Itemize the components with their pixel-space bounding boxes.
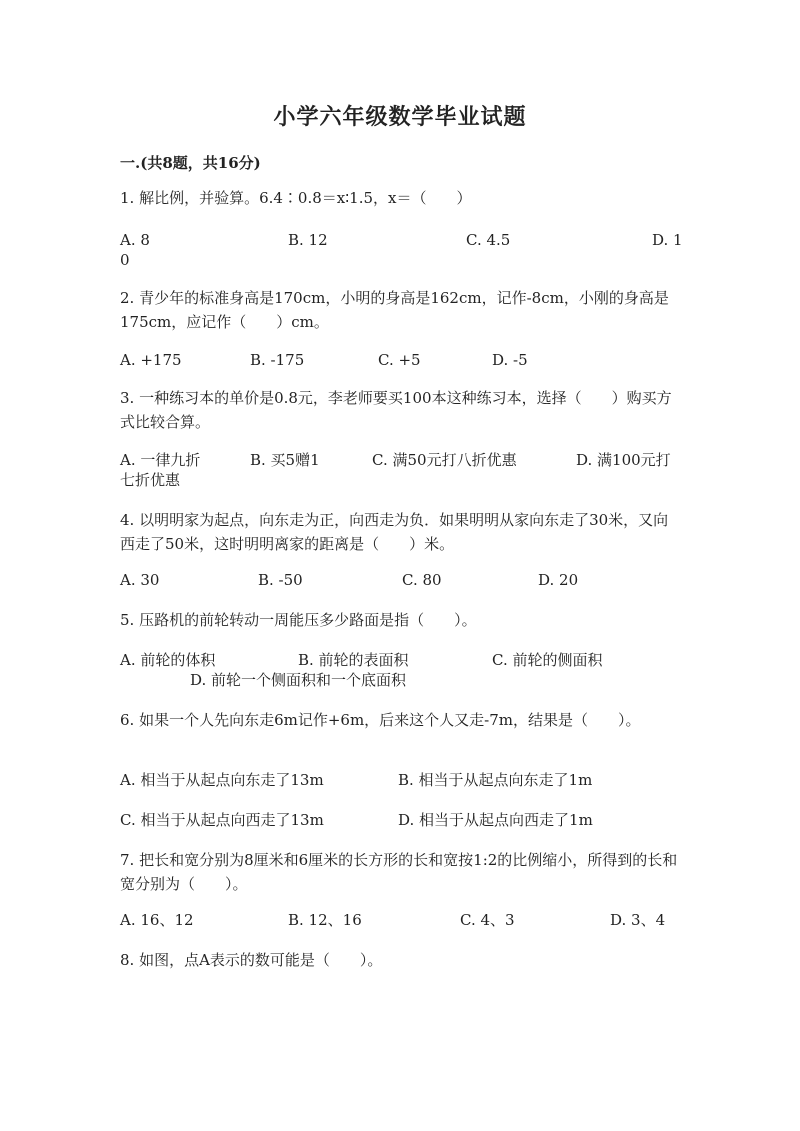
option-b[interactable]: B. 买5赠1 (250, 451, 320, 469)
option-c[interactable]: C. 满50元打八折优惠 (372, 451, 517, 469)
option-c[interactable]: C. 前轮的侧面积 (492, 651, 603, 669)
question-4-options (120, 568, 680, 592)
option-b[interactable]: B. -175 (250, 351, 305, 369)
option-d-wrap: 七折优惠 (120, 471, 181, 489)
question-5-options (120, 648, 680, 689)
section-heading: 一.(共8题，共16分) (120, 154, 261, 172)
option-c[interactable]: C. 80 (402, 571, 442, 589)
option-c[interactable]: C. 4、3 (460, 911, 515, 929)
option-c[interactable]: C. +5 (378, 351, 421, 369)
option-c[interactable]: C. 4.5 (466, 231, 511, 249)
question-1: 1. 解比例，并验算。6.4∶0.8＝x∶1.5，x＝（ ） (120, 189, 472, 207)
question-6-options-row2 (120, 808, 680, 832)
question-6: 6. 如果一个人先向东走6m记作+6m，后来这个人又走-7m，结果是（ ）。 (120, 711, 641, 729)
option-d[interactable]: D. 相当于从起点向西走了1m (398, 811, 593, 829)
option-a[interactable]: A. 30 (120, 571, 160, 589)
page-title: 小学六年级数学毕业试题 (273, 104, 527, 130)
question-6-options-row1 (120, 768, 680, 792)
option-a[interactable]: A. 一律九折 (120, 451, 201, 469)
question-2-options (120, 348, 680, 372)
option-a[interactable]: A. 8 (120, 231, 150, 249)
question-2: 2. 青少年的标准身高是170cm，小明的身高是162cm，记作-8cm，小刚的身高是175cm，应记作（ ）cm。 (120, 289, 669, 331)
option-b[interactable]: B. 前轮的表面积 (298, 651, 409, 669)
option-a[interactable]: A. 16、12 (120, 911, 194, 929)
question-3: 3. 一种练习本的单价是0.8元，李老师要买100本这种练习本，选择（ ）购买方式比较合算。 (120, 389, 672, 431)
question-7-options (120, 908, 680, 932)
option-d[interactable]: D. 1 (652, 231, 683, 249)
option-d[interactable]: D. 前轮一个侧面积和一个底面积 (190, 671, 407, 689)
option-a[interactable]: A. +175 (120, 351, 182, 369)
option-b[interactable]: B. 相当于从起点向东走了1m (398, 771, 593, 789)
option-d[interactable]: D. 20 (538, 571, 579, 589)
question-4: 4. 以明明家为起点，向东走为正，向西走为负．如果明明从家向东走了30米，又向西走了50米，这时明明离家的距离是（ ）米。 (120, 511, 669, 553)
option-d-wrap: 0 (120, 251, 130, 269)
option-d[interactable]: D. 满100元打 (576, 451, 671, 469)
question-5: 5. 压路机的前轮转动一周能压多少路面是指（ ）。 (120, 611, 477, 629)
option-a[interactable]: A. 相当于从起点向东走了13m (120, 771, 324, 789)
question-1-options (120, 228, 683, 252)
question-3-options (120, 448, 680, 472)
option-d[interactable]: D. -5 (492, 351, 528, 369)
option-d[interactable]: D. 3、4 (610, 911, 666, 929)
option-c[interactable]: C. 相当于从起点向西走了13m (120, 811, 324, 829)
question-8: 8. 如图，点A表示的数可能是（ ）。 (120, 951, 383, 969)
option-b[interactable]: B. -50 (258, 571, 303, 589)
question-7: 7. 把长和宽分别为8厘米和6厘米的长方形的长和宽按1:2的比例缩小，所得到的长和宽分别为（ ）。 (120, 851, 678, 893)
option-b[interactable]: B. 12 (288, 231, 328, 249)
option-b[interactable]: B. 12、16 (288, 911, 362, 929)
option-a[interactable]: A. 前轮的体积 (120, 651, 216, 669)
